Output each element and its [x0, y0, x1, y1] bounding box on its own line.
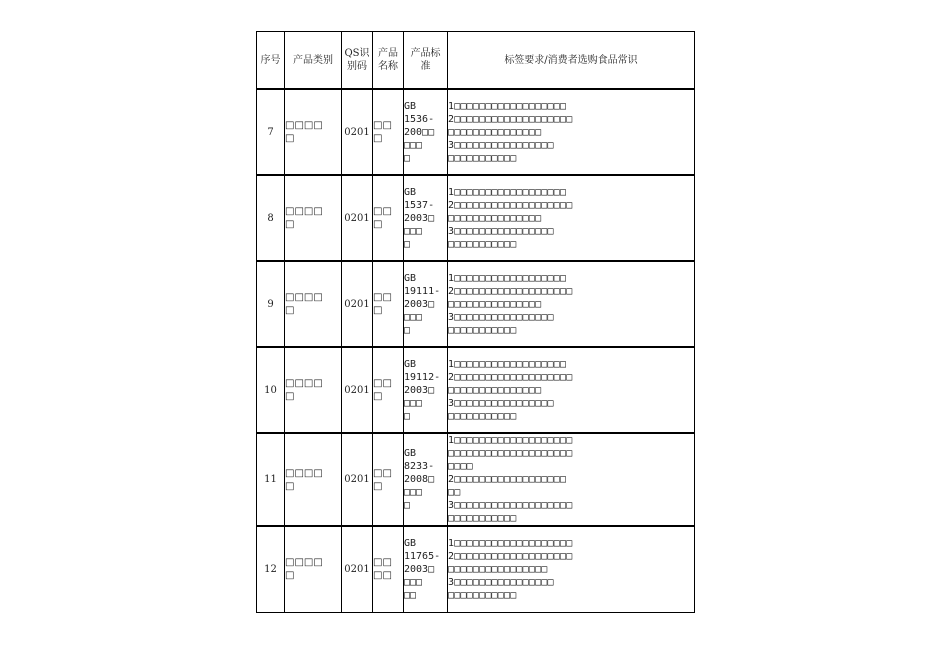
header-name-line1: 产品: [378, 48, 398, 59]
label-requirements: [448, 261, 695, 347]
label-line: 3□□□□□□□□□□□□□□□□: [448, 311, 554, 323]
qs-code: 0201: [342, 89, 373, 175]
label-line: 3□□□□□□□□□□□□□□□□: [448, 397, 554, 409]
header-qs-code: [342, 32, 373, 90]
label-line: 1□□□□□□□□□□□□□□□□□□□: [448, 537, 573, 549]
product-standard: [404, 89, 448, 175]
label-line: □□□□□□□□□□□□□□□: [448, 212, 542, 224]
standard-line: □: [404, 238, 411, 250]
header-label-requirements: 标签要求/消费者选购食品常识: [448, 32, 695, 90]
label-requirements: [448, 347, 695, 433]
name-line: □□: [373, 206, 392, 217]
category-line: □: [285, 570, 295, 582]
name-line: □□: [373, 570, 392, 582]
standard-line: 11765-: [404, 550, 441, 562]
label-line: 3□□□□□□□□□□□□□□□□: [448, 139, 554, 151]
standard-line: 2008□: [404, 474, 435, 485]
label-line: 3□□□□□□□□□□□□□□□□: [448, 225, 554, 237]
product-name: [373, 433, 404, 526]
standard-line: GB: [404, 358, 417, 370]
name-line: □: [373, 391, 383, 402]
label-line: □□□□□□□□□□□: [448, 238, 517, 250]
standard-line: 19112-: [404, 371, 441, 383]
label-requirements: [448, 433, 695, 526]
standard-line: □□□: [404, 139, 423, 151]
standard-line: □□□: [404, 225, 423, 237]
standard-line: □: [404, 152, 411, 164]
product-category: [285, 89, 342, 175]
standard-line: □: [404, 500, 411, 511]
standard-line: □□□: [404, 397, 423, 409]
qs-code: 0201: [342, 347, 373, 433]
category-line: □: [285, 305, 295, 316]
label-line: 2□□□□□□□□□□□□□□□□□□□: [448, 113, 573, 125]
category-line: □□□□: [285, 120, 323, 131]
name-line: □□: [373, 292, 392, 303]
table-row: [257, 89, 695, 175]
name-line: □□: [373, 557, 392, 569]
header-product-name: [373, 32, 404, 90]
standard-line: GB: [404, 186, 417, 198]
name-line: □□: [373, 378, 392, 389]
category-line: □: [285, 219, 295, 230]
label-line: 1□□□□□□□□□□□□□□□□□□: [448, 272, 567, 284]
name-line: □: [373, 480, 383, 492]
standard-line: 2003□: [404, 384, 435, 396]
standard-line: 8233-: [404, 461, 435, 472]
product-name: [373, 526, 404, 612]
table-row: [257, 433, 695, 526]
product-category: [285, 261, 342, 347]
row-number: 12: [257, 526, 285, 612]
standard-line: GB: [404, 448, 417, 459]
header-no: 序号: [257, 32, 285, 90]
standard-line: GB: [404, 100, 417, 112]
header-row: [257, 32, 695, 90]
product-name: [373, 347, 404, 433]
name-line: □: [373, 133, 383, 144]
label-line: □□□□□□□□□□□: [448, 410, 517, 422]
table-row: [257, 347, 695, 433]
standard-line: □□: [404, 589, 417, 601]
category-line: □□□□: [285, 206, 323, 217]
header-name-line2: 名称: [378, 61, 398, 72]
label-line: □□□□□□□□□□□□□□□□: [448, 563, 548, 575]
header-qs-line1: QS识: [344, 48, 370, 59]
label-line: □□□□□□□□□□□□□□□: [448, 384, 542, 396]
category-line: □□□□: [285, 292, 323, 303]
qs-code: 0201: [342, 261, 373, 347]
label-line: 2□□□□□□□□□□□□□□□□□□□: [448, 285, 573, 297]
standard-line: □: [404, 410, 411, 422]
standard-line: □□□: [404, 576, 423, 588]
label-line: □□□□□□□□□□□: [448, 589, 517, 601]
row-number: 7: [257, 89, 285, 175]
header-standard-line1: 产品标: [410, 48, 441, 59]
product-standard: [404, 175, 448, 261]
category-line: □: [285, 480, 295, 492]
standard-line: 1536-: [404, 113, 435, 125]
header-product-standard: [404, 32, 448, 90]
row-number: 8: [257, 175, 285, 261]
category-line: □: [285, 133, 295, 144]
table-row: [257, 175, 695, 261]
category-line: □□□□: [285, 557, 323, 569]
label-requirements: [448, 526, 695, 612]
label-line: □□□□□□□□□□□: [448, 324, 517, 336]
label-line: □□□□□□□□□□□□□□□: [448, 126, 542, 138]
label-line: □□□□: [448, 461, 473, 472]
label-line: 3□□□□□□□□□□□□□□□□: [448, 576, 554, 588]
category-line: □□□□: [285, 378, 323, 389]
table-row: [257, 261, 695, 347]
header-standard-line2: 准: [420, 61, 431, 72]
category-line: □: [285, 391, 295, 402]
standard-line: GB: [404, 537, 417, 549]
table-row: [257, 526, 695, 612]
table-body: [257, 89, 695, 612]
standard-line: GB: [404, 272, 417, 284]
standard-line: 19111-: [404, 285, 441, 297]
category-line: □□□□: [285, 467, 323, 479]
name-line: □□: [373, 467, 392, 479]
standard-line: 1537-: [404, 199, 435, 211]
label-requirements: [448, 89, 695, 175]
standard-line: 2003□: [404, 563, 435, 575]
product-standard: [404, 347, 448, 433]
product-name: [373, 261, 404, 347]
row-number: 11: [257, 433, 285, 526]
label-line: □□□□□□□□□□□: [448, 152, 517, 164]
label-line: 2□□□□□□□□□□□□□□□□□□□: [448, 199, 573, 211]
qs-code: 0201: [342, 526, 373, 612]
label-line: 2□□□□□□□□□□□□□□□□□□□: [448, 371, 573, 383]
label-line: 2□□□□□□□□□□□□□□□□□□: [448, 474, 567, 485]
standard-line: □: [404, 324, 411, 336]
standard-line: □□□: [404, 487, 423, 498]
standard-line: 2003□: [404, 212, 435, 224]
label-line: 1□□□□□□□□□□□□□□□□□□: [448, 186, 567, 198]
qs-code: 0201: [342, 175, 373, 261]
label-line: 1□□□□□□□□□□□□□□□□□□: [448, 358, 567, 370]
name-line: □□: [373, 120, 392, 131]
product-category: [285, 175, 342, 261]
label-line: 3□□□□□□□□□□□□□□□□□□□: [448, 500, 573, 511]
label-requirements: [448, 175, 695, 261]
product-category: [285, 347, 342, 433]
product-standard: [404, 433, 448, 526]
standard-line: □□□: [404, 311, 423, 323]
row-number: 10: [257, 347, 285, 433]
label-line: 1□□□□□□□□□□□□□□□□□□□: [448, 435, 573, 446]
product-standards-table: [256, 31, 695, 613]
standard-line: 2003□: [404, 298, 435, 310]
name-line: □: [373, 305, 383, 316]
product-category: [285, 526, 342, 612]
product-standard: [404, 526, 448, 612]
product-category: [285, 433, 342, 526]
row-number: 9: [257, 261, 285, 347]
header-qs-line2: 别码: [347, 61, 367, 72]
product-standard: [404, 261, 448, 347]
name-line: □: [373, 219, 383, 230]
label-line: □□□□□□□□□□□: [448, 513, 517, 524]
qs-code: 0201: [342, 433, 373, 526]
label-line: □□□□□□□□□□□□□□□: [448, 298, 542, 310]
label-line: □□: [448, 487, 461, 498]
label-line: □□□□□□□□□□□□□□□□□□□□: [448, 448, 573, 459]
product-name: [373, 89, 404, 175]
standard-line: 200□□: [404, 126, 435, 138]
label-line: 2□□□□□□□□□□□□□□□□□□□: [448, 550, 573, 562]
product-name: [373, 175, 404, 261]
label-line: 1□□□□□□□□□□□□□□□□□□: [448, 100, 567, 112]
header-category: 产品类别: [285, 32, 342, 90]
